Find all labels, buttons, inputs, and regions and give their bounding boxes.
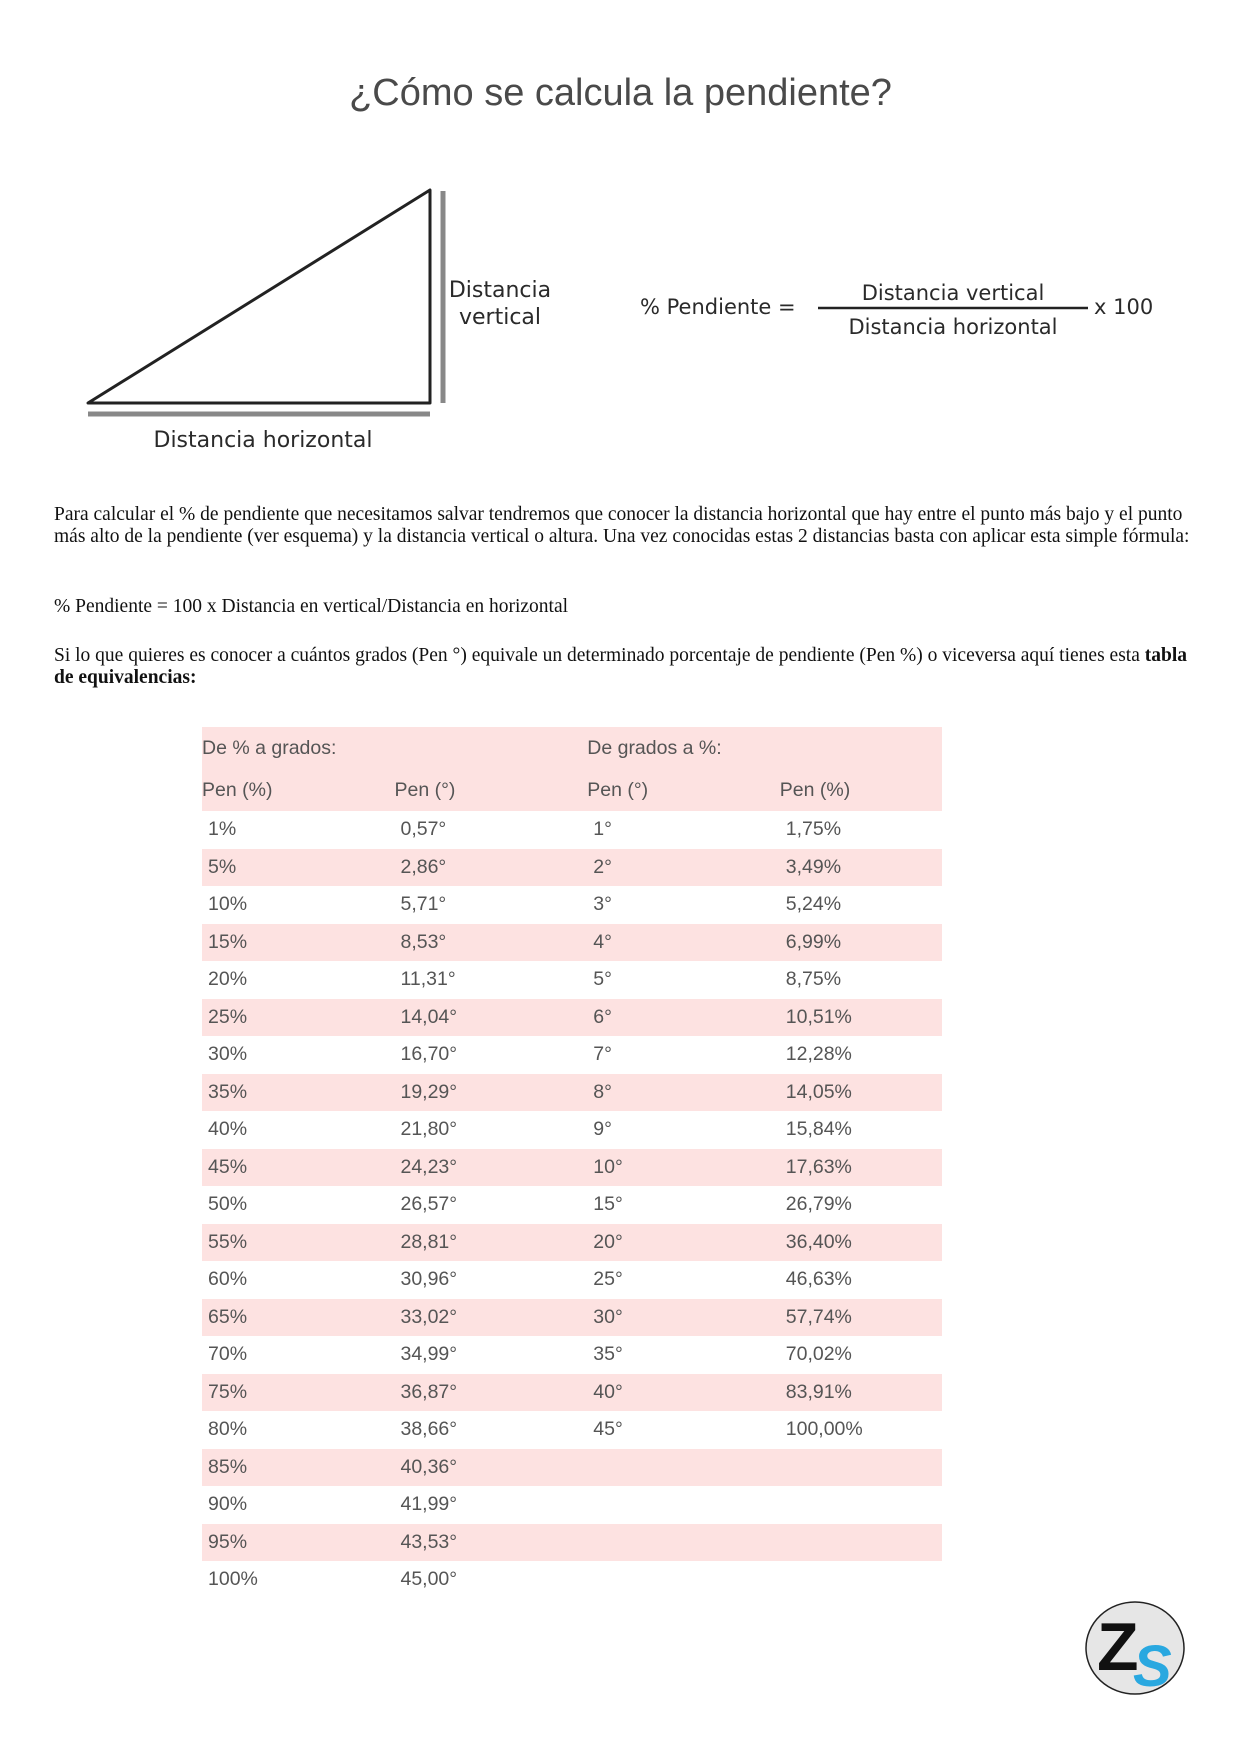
cell-pen-degrees: 7° [593,1043,612,1066]
cell-pen-degrees: 26,57° [400,1193,458,1216]
cell-pen-degrees: 11,31° [400,968,456,991]
cell-pen-degrees: 2,86° [394,849,587,887]
cell-pen-degrees: 25° [593,1268,623,1291]
table-row [202,1336,942,1374]
table-row [202,999,942,1037]
formula-numerator: Distancia vertical [861,281,1045,305]
header-pen-percent: Pen (%) [780,769,942,811]
logo-letter-z: Z [1097,1609,1139,1685]
cell-pen-degrees: 6° [587,999,780,1037]
cell-pen-degrees: 20° [587,1224,780,1262]
table-row [202,849,942,887]
cell-pen-percent: 100% [208,1568,258,1591]
cell-pen-percent: 75% [202,1374,394,1412]
cell-pen-degrees: 3° [593,893,612,916]
cell-pen-degrees: 45° [593,1418,623,1441]
cell-pen-degrees: 21,80° [400,1118,458,1141]
cell-pen-percent: 15,84% [785,1118,852,1141]
table-row [202,924,942,962]
cell-pen-degrees: 33,02° [394,1299,587,1337]
table-row [202,1374,942,1412]
cell-pen-degrees: 8° [587,1074,780,1112]
table-row [202,1486,942,1524]
table-row [202,1186,942,1224]
cell-pen-degrees: 28,81° [394,1224,587,1262]
cell-pen-percent: 8,75% [785,968,842,991]
cell-pen-percent: 50% [208,1193,248,1216]
cell-pen-percent: 100,00% [785,1418,863,1441]
header-pen-degrees: Pen (°) [587,769,780,811]
label-vertical-line1: Distancia [448,278,552,303]
table-intro-bold: tabla de equivalencias: [54,645,1187,688]
cell-pen-degrees: 1° [593,818,612,841]
cell-pen-degrees: 8,53° [394,924,587,962]
cell-pen-percent: 26,79% [785,1193,852,1216]
table-row [202,1224,942,1262]
cell-pen-percent: 1,75% [785,818,842,841]
cell-pen-percent: 15% [202,924,394,962]
cell-pen-degrees: 45,00° [400,1568,458,1591]
table-row [202,1036,942,1074]
cell-pen-percent: 12,28% [785,1043,852,1066]
table-row [202,1561,942,1599]
formula-text: % Pendiente = 100 x Distancia en vertical/Distancia en horizontal [54,596,569,617]
cell-pen-degrees: 14,04° [394,999,587,1037]
cell-pen-degrees: 0,57° [400,818,447,841]
cell-pen-degrees: 30,96° [400,1268,458,1291]
header-pen-degrees: Pen (°) [394,769,587,811]
logo-letter-s: S [1133,1634,1172,1696]
table-row [202,811,942,849]
cell-pen-percent: 10% [208,893,248,916]
zs-logo [1085,1600,1189,1696]
header-pen-percent: Pen (%) [202,769,394,811]
cell-pen-degrees: 16,70° [400,1043,458,1066]
cell-pen-degrees: 19,29° [394,1074,587,1112]
cell-pen-degrees: 30° [587,1299,780,1337]
cell-pen-percent: 25% [202,999,394,1037]
cell-pen-percent: 36,40% [780,1224,942,1262]
cell-pen-percent: 57,74% [780,1299,942,1337]
cell-pen-degrees: 5° [593,968,612,991]
cell-pen-percent: 80% [208,1418,248,1441]
cell-pen-percent: 83,91% [780,1374,942,1412]
table-row [202,1111,942,1149]
table-row [202,886,942,924]
cell-pen-percent [780,1561,942,1599]
cell-pen-degrees: 40° [587,1374,780,1412]
section-degrees-to-percent: De grados a %: [587,727,942,769]
cell-pen-percent: 5,24% [785,893,842,916]
cell-pen-percent [780,1486,942,1524]
slope-triangle [88,190,430,403]
table-intro-text: Si lo que quieres es conocer a cuántos grados (Pen °) equivale un determinado porcentaje de pendiente (Pen %) o viceversa aquí tienes esta [54,645,1145,666]
cell-pen-percent: 17,63% [780,1149,942,1187]
cell-pen-degrees [587,1449,780,1487]
cell-pen-degrees: 43,53° [394,1524,587,1562]
cell-pen-degrees: 2° [587,849,780,887]
cell-pen-percent: 10,51% [780,999,942,1037]
equivalence-table [202,727,942,1599]
cell-pen-percent: 30% [208,1043,248,1066]
cell-pen-degrees [587,1524,780,1562]
cell-pen-degrees: 4° [587,924,780,962]
cell-pen-percent: 55% [202,1224,394,1262]
intro-paragraph: Para calcular el % de pendiente que necesitamos salvar tendremos que conocer la distancia horizontal que hay entre el punto más bajo y el punto más alto de la pendiente (ver esquema) y la distancia vertical o altura. Una vez conocidas estas 2 distancias basta con aplicar esta simple fórmula: [54,504,1190,547]
cell-pen-percent: 60% [208,1268,248,1291]
cell-pen-degrees [587,1561,780,1599]
cell-pen-percent: 14,05% [780,1074,942,1112]
cell-pen-degrees [587,1486,780,1524]
cell-pen-degrees: 15° [593,1193,623,1216]
cell-pen-percent: 20% [208,968,248,991]
cell-pen-degrees: 38,66° [400,1418,458,1441]
slope-formula-image [640,268,1180,348]
cell-pen-percent: 45% [202,1149,394,1187]
cell-pen-percent: 90% [208,1493,248,1516]
table-row [202,1149,942,1187]
cell-pen-percent: 5% [202,849,394,887]
page-title: ¿Cómo se calcula la pendiente? [349,72,892,114]
table-row [202,1411,942,1449]
cell-pen-degrees: 24,23° [394,1149,587,1187]
cell-pen-degrees: 40,36° [394,1449,587,1487]
cell-pen-percent: 6,99% [780,924,942,962]
cell-pen-percent: 46,63% [785,1268,852,1291]
cell-pen-degrees: 34,99° [400,1343,458,1366]
cell-pen-percent: 65% [202,1299,394,1337]
cell-pen-percent: 85% [202,1449,394,1487]
cell-pen-percent: 70% [208,1343,248,1366]
table-section-row [202,727,942,769]
cell-pen-degrees: 5,71° [400,893,447,916]
label-vertical-line2: vertical [458,305,542,330]
table-row [202,1524,942,1562]
section-percent-to-degrees: De % a grados: [202,727,587,769]
table-row [202,1261,942,1299]
cell-pen-percent: 95% [202,1524,394,1562]
cell-pen-percent: 1% [208,818,237,841]
cell-pen-percent: 35% [202,1074,394,1112]
table-row [202,1449,942,1487]
label-horizontal: Distancia horizontal [153,428,373,453]
slope-diagram [80,185,580,465]
cell-pen-degrees: 10° [587,1149,780,1187]
cell-pen-percent: 40% [208,1118,248,1141]
cell-pen-degrees: 41,99° [400,1493,458,1516]
table-intro-paragraph [54,645,1194,689]
formula-denominator: Distancia horizontal [848,315,1058,339]
cell-pen-percent: 3,49% [780,849,942,887]
cell-pen-percent [780,1449,942,1487]
cell-pen-degrees: 35° [593,1343,623,1366]
table-row [202,961,942,999]
table-header-row [202,769,942,811]
table-row [202,1299,942,1337]
table-row [202,1074,942,1112]
formula-multiplier: x 100 [1094,295,1154,319]
formula-lhs: % Pendiente = [640,295,796,319]
cell-pen-degrees: 9° [593,1118,612,1141]
cell-pen-percent: 70,02% [785,1343,852,1366]
cell-pen-percent [780,1524,942,1562]
cell-pen-degrees: 36,87° [394,1374,587,1412]
